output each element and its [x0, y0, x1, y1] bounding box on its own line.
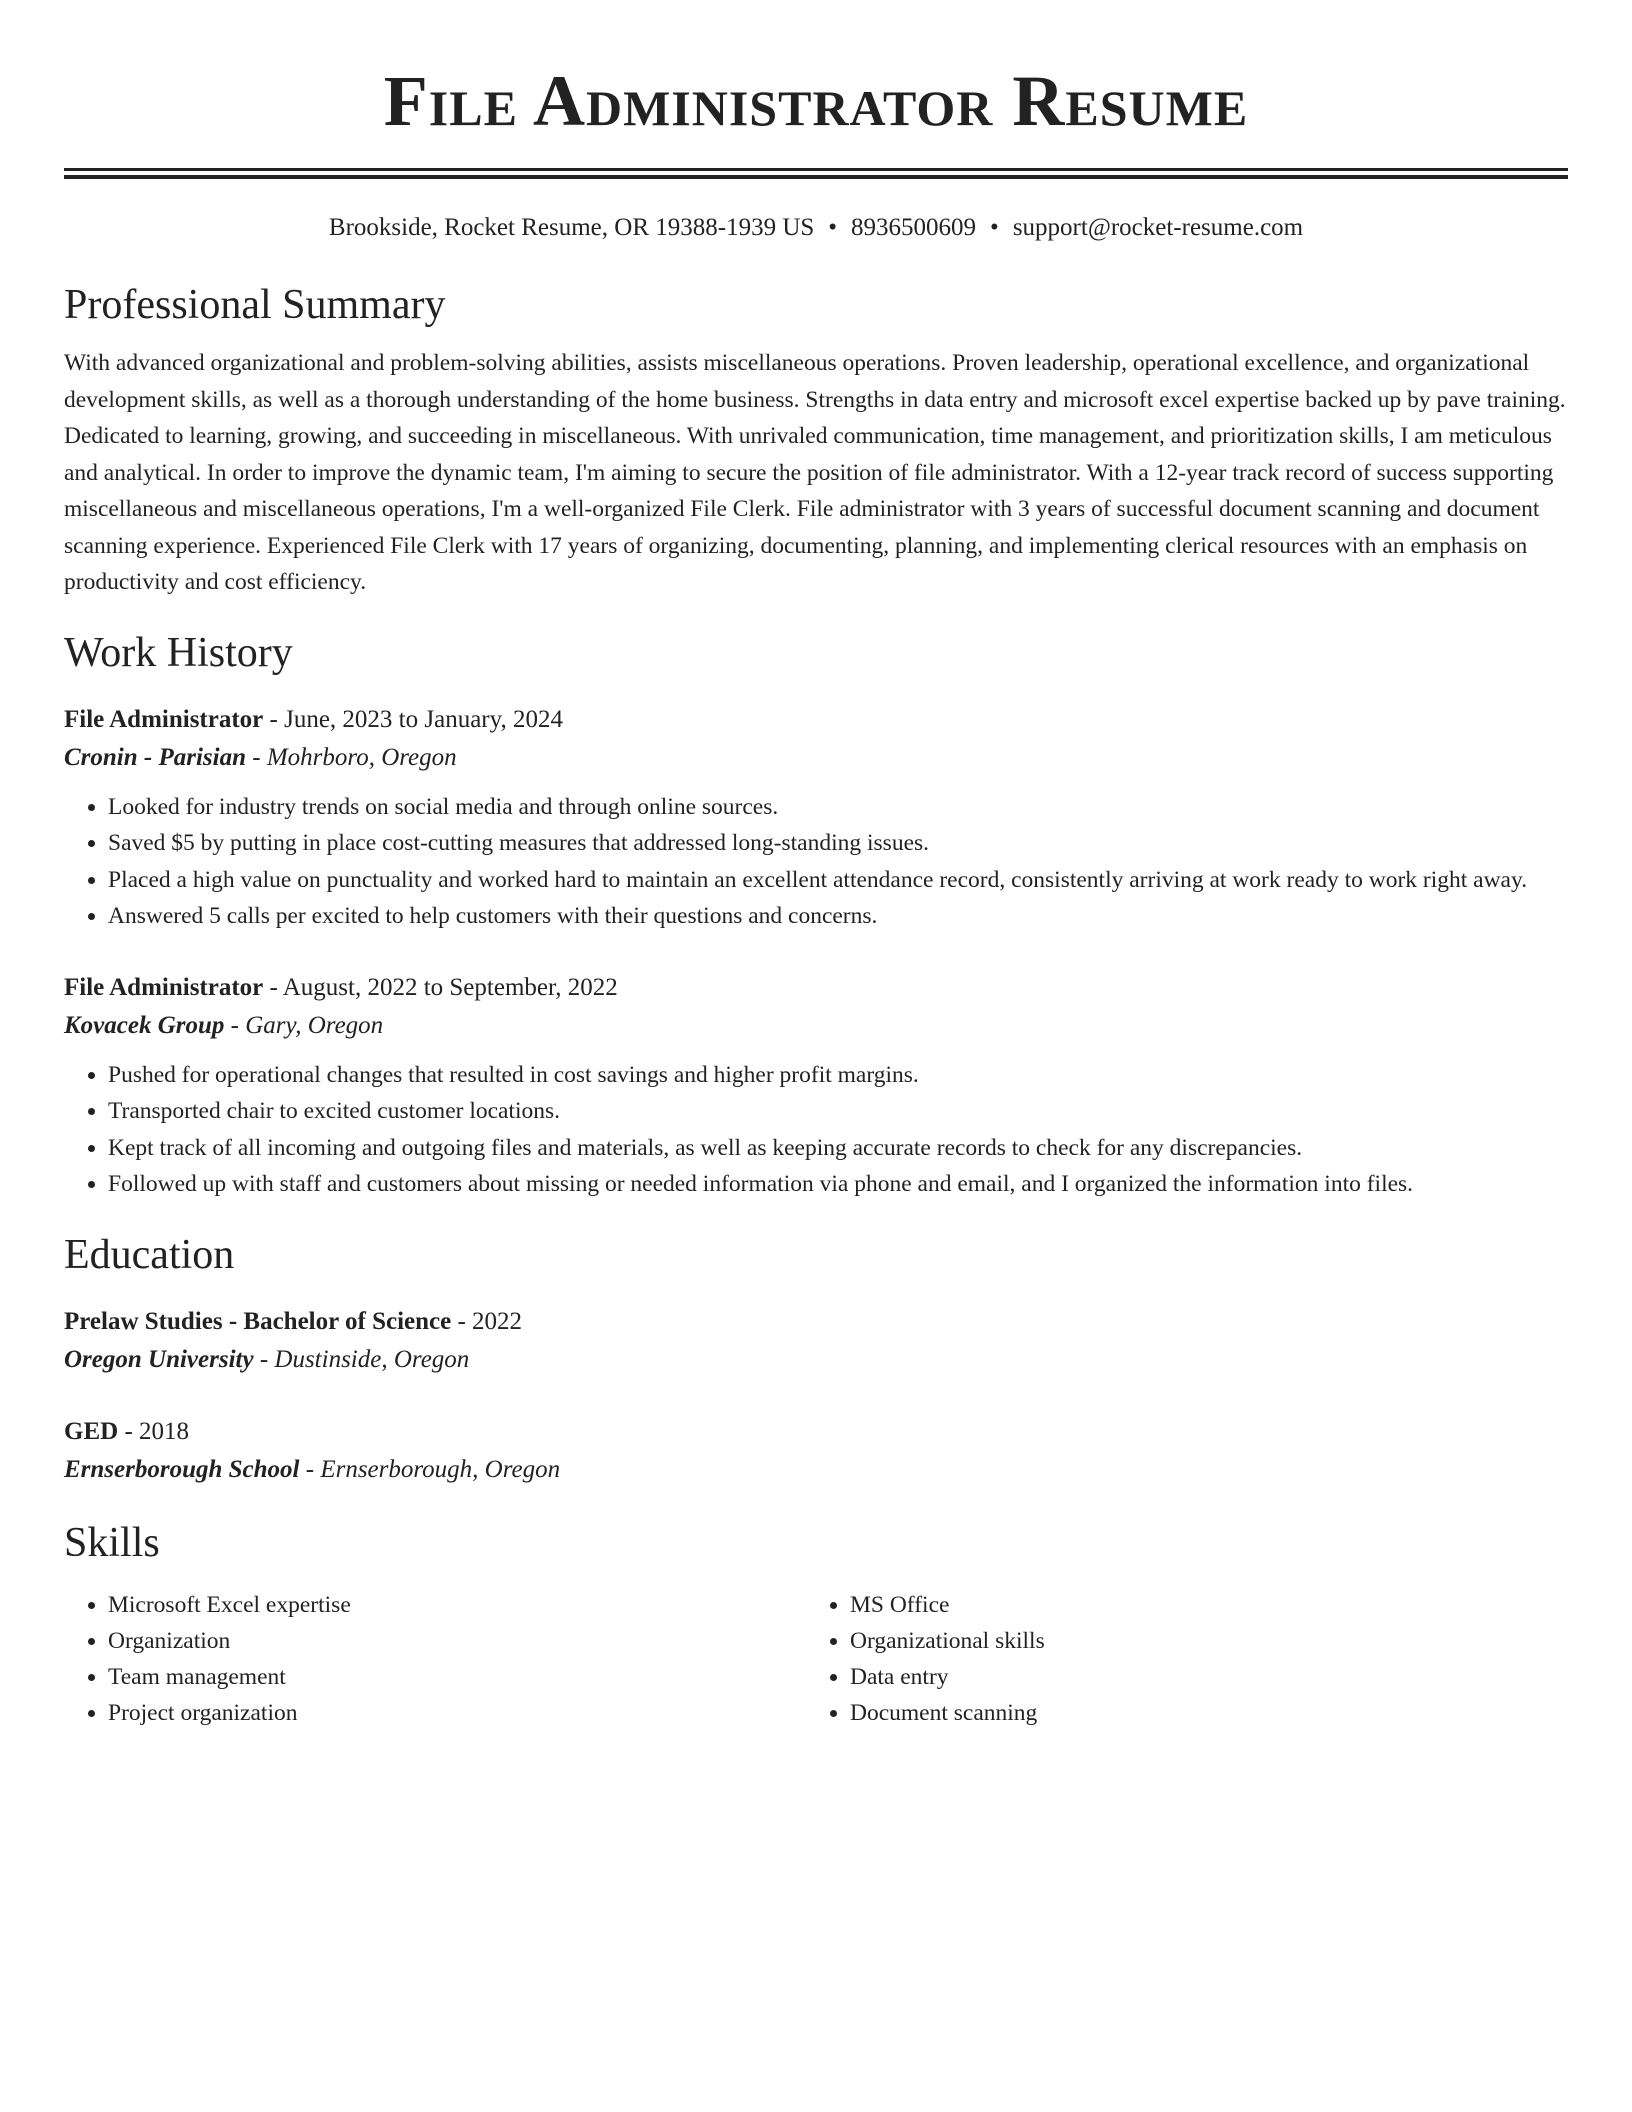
contact-phone: 8936500609	[851, 214, 977, 241]
job-bullet: • Kept track of all incoming and outgoing files and materials, as well as keeping accurate records to check for any discrepancies.	[108, 1130, 1568, 1167]
school-location: - Dustinside, Oregon	[253, 1345, 470, 1373]
contact-email[interactable]: support@rocket-resume.com	[1012, 214, 1304, 241]
job-bullet: • Looked for industry trends on social media and through online sources.	[108, 789, 1568, 826]
job-bullet: • Transported chair to excited customer locations.	[108, 1093, 1568, 1130]
skill-item: • Project organization	[108, 1695, 806, 1731]
title-divider	[64, 168, 1568, 179]
job-location: - Gary, Oregon	[224, 1011, 384, 1039]
job-bullets	[64, 789, 1568, 935]
contact-address: Brookside, Rocket Resume, OR 19388-1939 US	[328, 214, 815, 241]
job-title-line	[64, 701, 1568, 739]
job-bullet: • Pushed for operational changes that resulted in cost savings and higher profit margins.	[108, 1057, 1568, 1094]
degree-year: - 2022	[451, 1307, 523, 1335]
job-entry	[64, 701, 1568, 935]
job-company-line	[64, 739, 1568, 777]
contact-separator: •	[990, 214, 999, 241]
job-location: - Mohrboro, Oregon	[246, 743, 457, 771]
skills-column-right	[806, 1587, 1548, 1731]
job-company: Kovacek Group	[64, 1011, 225, 1039]
job-bullet: • Followed up with staff and customers about missing or needed information via phone and email, and I organized the information into files.	[108, 1166, 1568, 1203]
education-entry	[64, 1413, 1568, 1489]
degree-line	[64, 1303, 1568, 1341]
job-title-line	[64, 969, 1568, 1007]
job-entry	[64, 969, 1568, 1203]
skill-item: • Data entry	[850, 1659, 1548, 1695]
resume-title: File Administrator Resume	[383, 61, 1249, 141]
degree-name: GED	[64, 1417, 119, 1445]
job-bullet: • Saved $5 by putting in place cost-cutting measures that addressed long-standing issues.	[108, 825, 1568, 862]
school-location: - Ernserborough, Oregon	[299, 1455, 561, 1483]
degree-name: Prelaw Studies - Bachelor of Science	[64, 1307, 452, 1335]
job-bullet: • Placed a high value on punctuality and worked hard to maintain an excellent attendance record, consistently arriving at work ready to work right away.	[108, 862, 1568, 899]
job-bullet: • Answered 5 calls per excited to help customers with their questions and concerns.	[108, 898, 1568, 935]
skills-list	[64, 1587, 806, 1731]
contact-line	[64, 211, 1568, 245]
job-role: File Administrator	[64, 705, 264, 733]
school-line	[64, 1451, 1568, 1489]
skill-item: • Document scanning	[850, 1695, 1548, 1731]
job-role: File Administrator	[64, 973, 264, 1001]
work-history-heading: Work History	[64, 629, 293, 676]
skill-item: • Organization	[108, 1623, 806, 1659]
skill-item: • Team management	[108, 1659, 806, 1695]
contact-separator: •	[828, 214, 838, 241]
skill-item: • Organizational skills	[850, 1623, 1548, 1659]
skills-heading: Skills	[64, 1519, 160, 1566]
school-line	[64, 1341, 1568, 1379]
degree-line	[64, 1413, 1568, 1451]
job-company-line	[64, 1007, 1568, 1045]
school-name: Ernserborough School	[64, 1455, 300, 1483]
school-name: Oregon University	[64, 1345, 254, 1373]
job-dates: - June, 2023 to January, 2024	[263, 705, 564, 733]
skill-item: • Microsoft Excel expertise	[108, 1587, 806, 1623]
skills-list	[806, 1587, 1548, 1731]
skills-column-left	[64, 1587, 806, 1731]
skill-item: • MS Office	[850, 1587, 1548, 1623]
education-heading: Education	[64, 1231, 235, 1278]
degree-year: - 2018	[118, 1417, 190, 1445]
job-bullets	[64, 1057, 1568, 1203]
skills-grid	[64, 1587, 1568, 1731]
job-company: Cronin - Parisian	[64, 743, 247, 771]
education-entry	[64, 1303, 1568, 1379]
summary-heading: Professional Summary	[64, 282, 446, 328]
summary-text: With advanced organizational and problem-solving abilities, assists miscellaneous operations. Proven leadership, operational excellence, and organizational development skills, as well as a thorough understanding of the home business. Strengths in data entry and microsoft excel expertise backed up by pave training. Dedicated to learning, growing, and succeeding in miscellaneous. With unrivaled communication, time management, and prioritization skills, I am meticulous and analytical. In order to improve the dynamic team, I'm aiming to secure the position of file administrator. With a 12-year track record of success supporting miscellaneous and miscellaneous operations, I'm a well-organized File Clerk. File administrator with 3 years of successful document scanning and document scanning experience. Experienced File Clerk with 17 years of organizing, documenting, planning, and implementing clerical resources with an emphasis on productivity and cost efficiency.	[64, 350, 1566, 595]
job-dates: - August, 2022 to September, 2022	[263, 973, 618, 1001]
